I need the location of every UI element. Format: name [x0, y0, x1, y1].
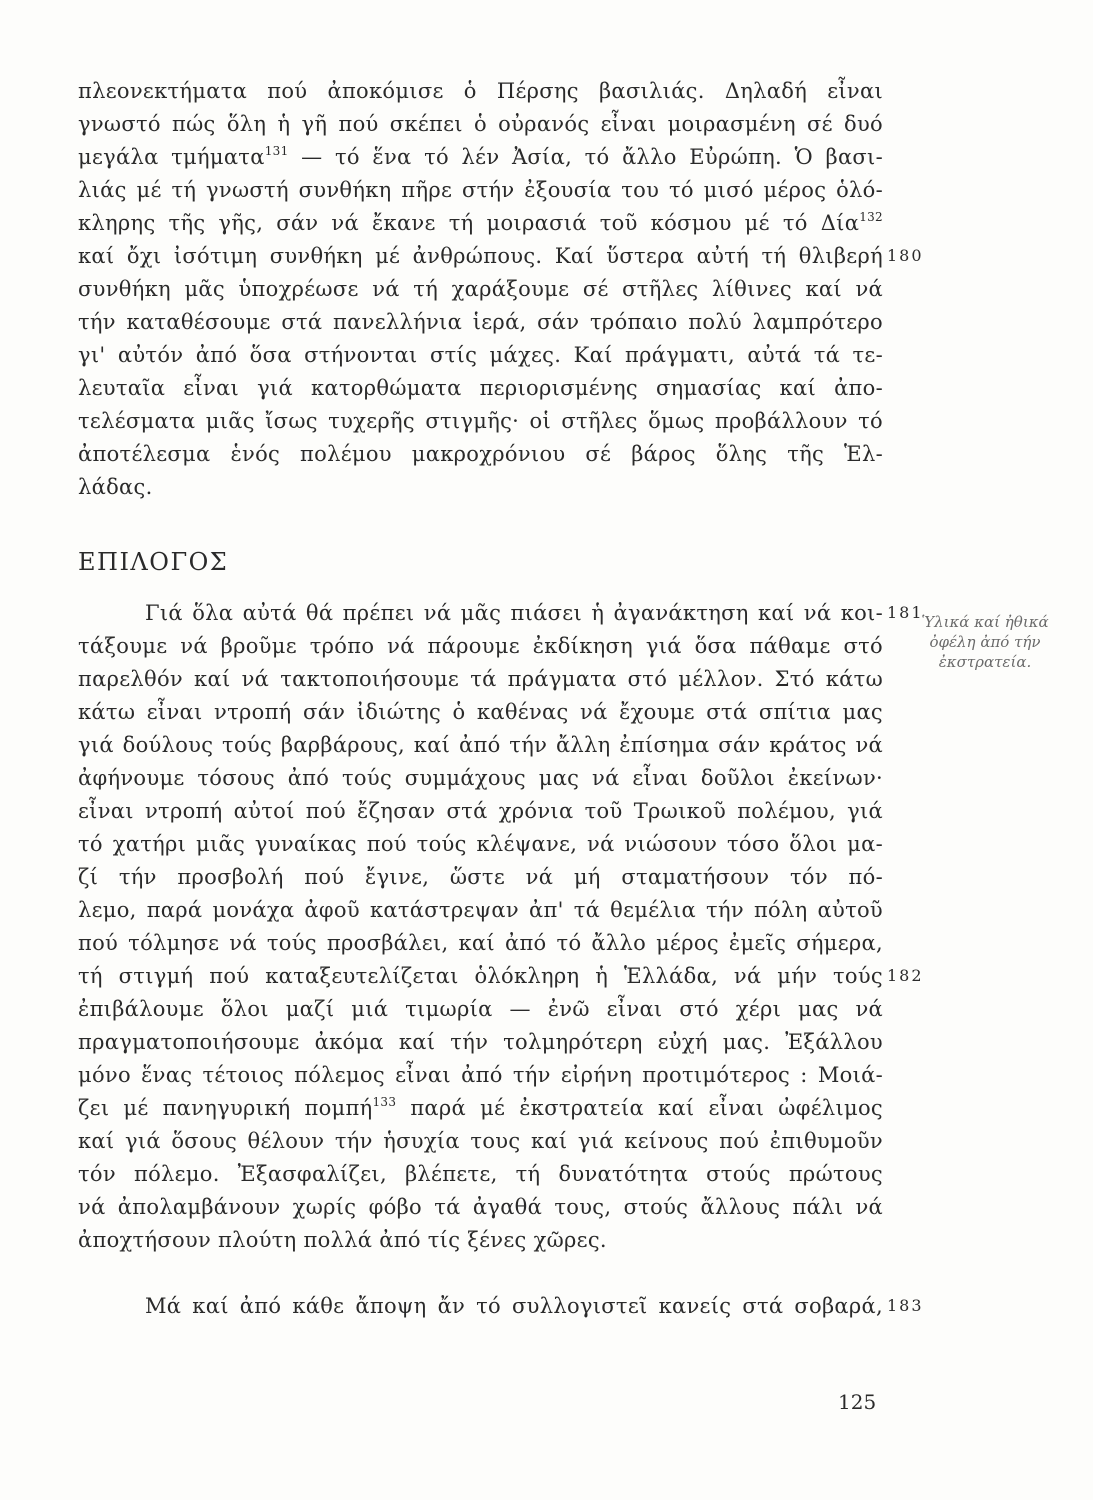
footnote-ref: 133 [372, 1095, 397, 1109]
section-number: 181 [887, 603, 924, 622]
text-line: εἶναι ντροπή αὐτοί πού ἔζησαν στά χρόνια τοῦ Τρωικοῦ πολέμου, γιά [78, 799, 883, 823]
text-line: ζει μέ πανηγυρική πομπή$^{133}$ παρά μέ ἐκστρατεία καί εἶναι ὠφέλιμος [78, 1095, 883, 1120]
section-heading: ΕΠΙΛΟΓΟΣ [78, 548, 229, 576]
footnote-ref: 132 [859, 210, 883, 224]
text-line: τόν πόλεμο. Ἐξασφαλίζει, βλέπετε, τή δυνατότητα στούς πρώτους [78, 1162, 883, 1186]
text-line: Μά καί ἀπό κάθε ἄποψη ἄν τό συλλογιστεῖ κανείς στά σοβαρά, [145, 1294, 883, 1318]
text-line: γιά δούλους τούς βαρβάρους, καί ἀπό τήν ἄλλη ἐπίσημα σάν κράτος νά [78, 733, 883, 757]
section-number: 183 [887, 1296, 924, 1315]
text-line: κάτω εἶναι ντροπή σάν ἰδιώτης ὁ καθένας νά ἔχουμε στά σπίτια μας [78, 700, 883, 724]
text-line: καί ὄχι ἰσότιμη συνθήκη μέ ἀνθρώπους. Καί ὕστερα αὐτή τή θλιβερή [78, 244, 883, 268]
text-line: τή στιγμή πού καταξευτελίζεται ὁλόκληρη ἡ Ἑλλάδα, νά μήν τούς [78, 964, 883, 988]
text-line: λευταῖα εἶναι γιά κατορθώματα περιορισμένης σημασίας καί ἀπο- [78, 376, 883, 400]
text-line: ἀφήνουμε τόσους ἀπό τούς συμμάχους μας νά εἶναι δοῦλοι ἐκείνων· [78, 766, 883, 790]
section-number: 180 [887, 246, 924, 265]
text-line: μόνο ἕνας τέτοιος πόλεμος εἶναι ἀπό τήν εἰρήνη προτιμότερος : Μοιά- [78, 1063, 883, 1087]
text-line: παρελθόν καί νά τακτοποιήσουμε τά πράγματα στό μέλλον. Στό κάτω [78, 667, 883, 691]
text-line: ζί τήν προσβολή πού ἔγινε, ὥστε νά μή σταματήσουν τόν πό- [78, 865, 883, 889]
text-line: τάξουμε νά βροῦμε τρόπο νά πάρουμε ἐκδίκηση γιά ὅσα πάθαμε στό [78, 634, 883, 658]
page-number: 125 [838, 1390, 877, 1414]
margin-note: Ὑλικά καί ἠθικά ὀφέλη ἀπό τήν ἐκστρατεία. [921, 613, 1049, 671]
text-line: τήν καταθέσουμε στά πανελλήνια ἱερά, σάν τρόπαιο πολύ λαμπρότερο [78, 310, 883, 334]
text-line: Γιά ὅλα αὐτά θά πρέπει νά μᾶς πιάσει ἡ ἀγανάκτηση καί νά κοι- [145, 601, 883, 625]
section-number: 182 [887, 966, 924, 985]
text-line: ἐπιβάλουμε ὅλοι μαζί μιά τιμωρία — ἐνῶ εἶναι στό χέρι μας νά [78, 997, 883, 1021]
text-line: κληρης τῆς γῆς, σάν νά ἔκανε τή μοιρασιά τοῦ κόσμου μέ τό Δία$^{132}$ [78, 210, 883, 235]
text-line: γι' αὐτόν ἀπό ὅσα στήνονται στίς μάχες. Καί πράγματι, αὐτά τά τε- [78, 343, 883, 367]
text-line: μεγάλα τμήματα$^{131}$ — τό ἕνα τό λέν Ἀσία, τό ἄλλο Εὐρώπη. Ὁ βασι- [78, 144, 883, 169]
text-line: πού τόλμησε νά τούς προσβάλει, καί ἀπό τό ἄλλο μέρος ἐμεῖς σήμερα, [78, 931, 883, 955]
text-line: πραγματοποιήσουμε ἀκόμα καί τήν τολμηρότερη εὐχή μας. Ἐξάλλου [78, 1030, 883, 1054]
text-line: πλεονεκτήματα πού ἀποκόμισε ὁ Πέρσης βασιλιάς. Δηλαδή εἶναι [78, 79, 883, 103]
text-line: λεμο, παρά μονάχα ἀφοῦ κατάστρεψαν ἀπ' τά θεμέλια τήν πόλη αὐτοῦ [78, 898, 883, 922]
text-line: καί γιά ὅσους θέλουν τήν ἡσυχία τους καί γιά κείνους πού ἐπιθυμοῦν [78, 1129, 883, 1153]
text-line: νά ἀπολαμβάνουν χωρίς φόβο τά ἀγαθά τους, στούς ἄλλους πάλι νά [78, 1195, 883, 1219]
text-line: τό χατήρι μιᾶς γυναίκας πού τούς κλέψανε, νά νιώσουν τόσο ὅλοι μα- [78, 832, 883, 856]
text-line: γνωστό πώς ὅλη ἡ γῆ πού σκέπει ὁ οὐρανός εἶναι μοιρασμένη σέ δυό [78, 112, 883, 136]
text-line: λιάς μέ τή γνωστή συνθήκη πῆρε στήν ἐξουσία του τό μισό μέρος ὁλό- [78, 178, 883, 202]
text-line: συνθήκη μᾶς ὑποχρέωσε νά τή χαράξουμε σέ στῆλες λίθινες καί νά [78, 277, 883, 301]
text-line: λάδας. [78, 475, 153, 499]
text-line: ἀποχτήσουν πλούτη πολλά ἀπό τίς ξένες χῶρες. [78, 1228, 607, 1252]
text-line: ἀποτέλεσμα ἑνός πολέμου μακροχρόνιου σέ βάρος ὅλης τῆς Ἑλ- [78, 442, 883, 466]
footnote-ref: 131 [264, 144, 289, 158]
text-line: τελέσματα μιᾶς ἴσως τυχερῆς στιγμῆς· οἱ στῆλες ὅμως προβάλλουν τό [78, 409, 883, 433]
